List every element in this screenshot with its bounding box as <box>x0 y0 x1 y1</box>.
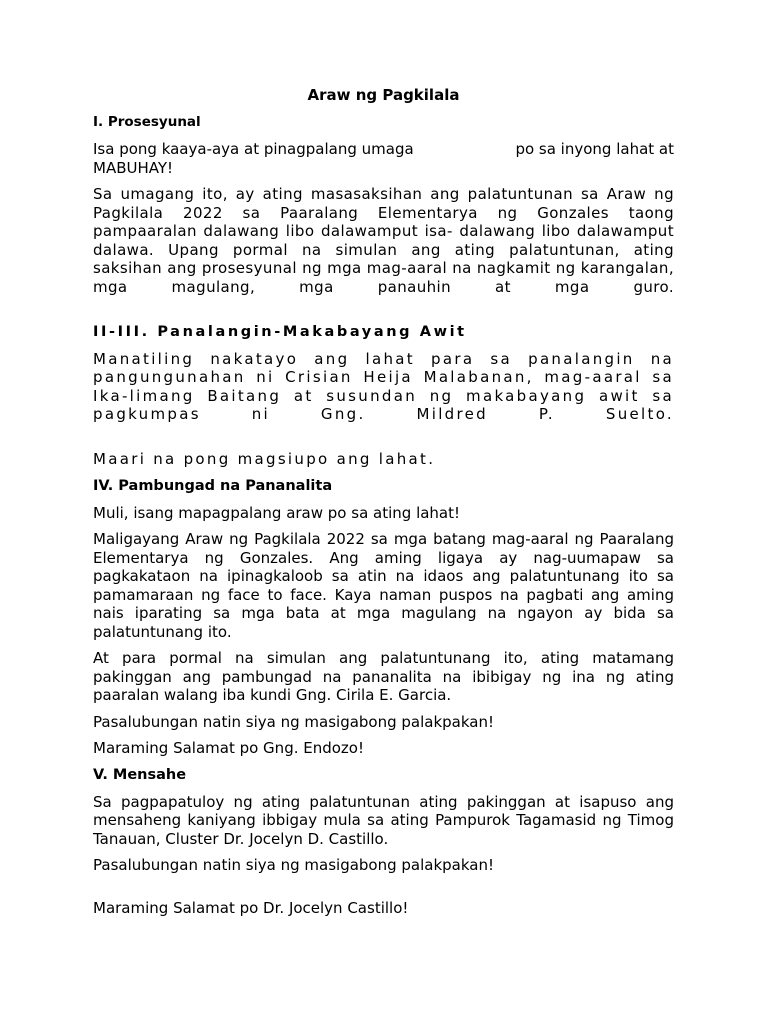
opening-paragraph-3: At para pormal na simulan ang palatuntunang ito, ating matamang pakinggan ang pambungad na pananalita na ibibigay ng ina ng ating paaralan walang iba kundi Gng. Cirila E. Garcia. <box>93 649 674 704</box>
section-heading-prosesyunal: I. Prosesyunal <box>93 114 201 130</box>
opening-paragraph-5: Maraming Salamat po Gng. Endozo! <box>93 739 364 757</box>
greeting-end-text: MABUHAY! <box>93 158 174 177</box>
opening-paragraph-4: Pasalubungan natin siya ng masigabong palakpakan! <box>93 712 495 731</box>
document-title: Araw ng Pagkilala <box>307 86 460 104</box>
message-paragraph-2: Pasalubungan natin siya ng masigabong palakpakan! <box>93 856 495 874</box>
message-paragraph-1: Sa pagpapatuloy ng ating palatuntunan ating pakinggan at isapuso ang mensaheng kaniyang ibbigay mula sa ating Pampurok Tagamasid ng Timog Tanauan, Cluster Dr. Jocelyn D. Castillo. <box>93 792 674 848</box>
prayer-paragraph: Manatiling nakatayo ang lahat para sa panalangin na pangungunahan ni Crisian Heija Malabanan, mag-aaral sa Ika-limang Baitang at susundan ng makabayang awit sa pagkumpas ni Gng. Mildred P. Suelto. <box>93 349 674 423</box>
section-heading-mensahe: V. Mensahe <box>93 766 187 783</box>
intro-paragraph: Sa umagang ito, ay ating masasaksihan ang palatuntunan sa Araw ng Pagkilala 2022 sa Paaralang Elementarya ng Gonzales taong pampaaralan dalawang libo dalawamput isa- dalawang libo dalawamput dalawa. Upang pormal na simulan ang ating palatuntunan, ating saksihan ang prosesyunal ng mga mag-aaral na nagkamit ng karangalan, mga magulang, mga panauhin at mga guro. <box>93 185 674 296</box>
greeting-left-text: Isa pong kaaya-aya at pinagpalang umaga <box>93 140 414 158</box>
opening-paragraph-2: Maligayang Araw ng Pagkilala 2022 sa mga batang mag-aaral ng Paaralang Elementarya ng Gonzales. Ang aming ligaya ay nag-uumapaw sa pagkakataon na ipinagkaloob sa atin na idaos ang palatuntunang ito sa pamamaraan ng face to face. Kaya naman puspos na pagbati ang aming nais iparating sa mga bata at mga magulang na ngayon ay bida sa palatuntunang ito. <box>93 530 674 641</box>
greeting-paragraph <box>93 140 674 177</box>
message-paragraph-3: Maraming Salamat po Dr. Jocelyn Castillo! <box>93 898 409 917</box>
document-page <box>93 86 674 925</box>
greeting-right-text: po sa inyong lahat at <box>515 140 674 158</box>
opening-paragraph-1: Muli, isang mapagpalang araw po sa ating lahat! <box>93 503 461 522</box>
section-heading-pambungad: IV. Pambungad na Pananalita <box>93 477 333 494</box>
section-heading-panalangin: II-III. Panalangin-Makabayang Awit <box>93 323 467 340</box>
prayer-closing-text: Maari na pong magsiupo ang lahat. <box>93 450 436 468</box>
